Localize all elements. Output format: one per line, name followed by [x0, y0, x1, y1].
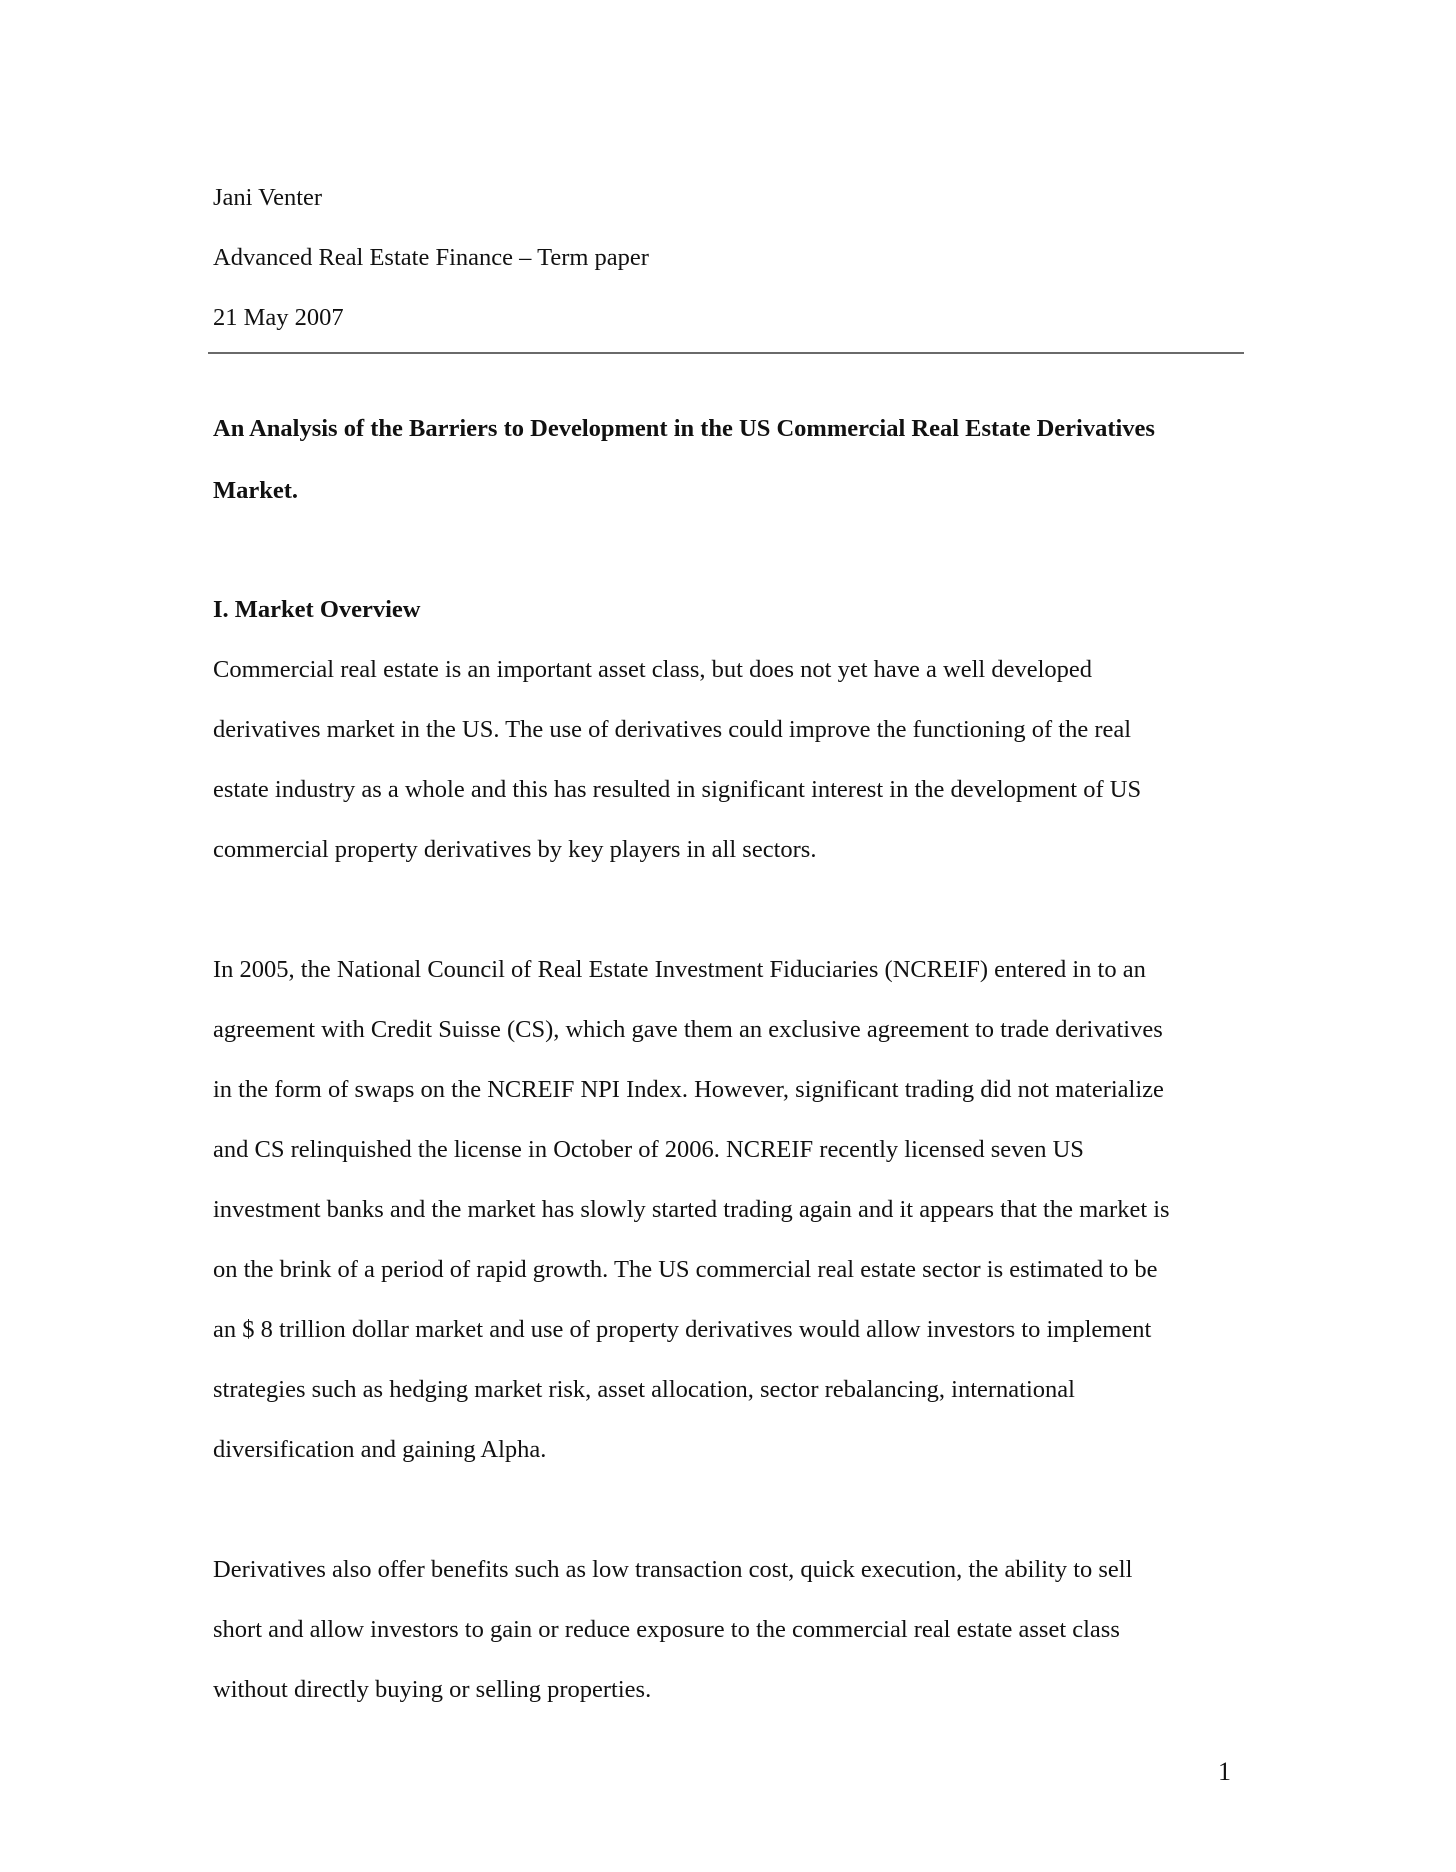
- paragraph-line: In 2005, the National Council of Real Estate Investment Fiduciaries (NCREIF) entered in to an: [213, 956, 1146, 983]
- paragraph-3: [213, 1540, 1243, 1720]
- section-market-overview: [213, 580, 1243, 1720]
- paragraph-2: [213, 940, 1243, 1480]
- paragraph-1: [213, 640, 1243, 880]
- author-name: Jani Venter: [213, 184, 323, 211]
- paper-title: [213, 398, 1243, 522]
- paragraph-line: and CS relinquished the license in October of 2006. NCREIF recently licensed seven US: [213, 1136, 1084, 1163]
- header-divider: [208, 352, 1244, 354]
- paragraph-line: strategies such as hedging market risk, asset allocation, sector rebalancing, international: [213, 1376, 1075, 1403]
- paragraph-line: derivatives market in the US. The use of derivatives could improve the functioning of the real: [213, 716, 1132, 743]
- paragraph-line: without directly buying or selling properties.: [213, 1676, 652, 1703]
- section-heading: I. Market Overview: [213, 596, 421, 623]
- paragraph-line: Derivatives also offer benefits such as low transaction cost, quick execution, the ability to sell: [213, 1556, 1133, 1583]
- paragraph-line: in the form of swaps on the NCREIF NPI Index. However, significant trading did not materialize: [213, 1076, 1164, 1103]
- paragraph-spacer: [213, 880, 1243, 940]
- paragraph-spacer: [213, 1480, 1243, 1540]
- paragraph-line: Commercial real estate is an important asset class, but does not yet have a well developed: [213, 656, 1092, 683]
- paragraph-line: estate industry as a whole and this has resulted in significant interest in the development of US: [213, 776, 1142, 803]
- paragraph-line: an $ 8 trillion dollar market and use of property derivatives would allow investors to implement: [213, 1316, 1152, 1343]
- paragraph-line: commercial property derivatives by key players in all sectors.: [213, 836, 817, 863]
- paragraph-line: on the brink of a period of rapid growth. The US commercial real estate sector is estimated to be: [213, 1256, 1158, 1283]
- page-number: 1: [1218, 1757, 1231, 1786]
- course-title: Advanced Real Estate Finance – Term paper: [213, 244, 649, 271]
- paragraph-line: agreement with Credit Suisse (CS), which gave them an exclusive agreement to trade derivatives: [213, 1016, 1163, 1043]
- paragraph-line: short and allow investors to gain or reduce exposure to the commercial real estate asset class: [213, 1616, 1120, 1643]
- paper-date: 21 May 2007: [213, 304, 344, 331]
- header-block: [213, 168, 1243, 348]
- paragraph-line: investment banks and the market has slowly started trading again and it appears that the market is: [213, 1196, 1170, 1223]
- title-line-2: Market.: [213, 477, 299, 504]
- paragraph-line: diversification and gaining Alpha.: [213, 1436, 547, 1463]
- title-line-1: An Analysis of the Barriers to Development in the US Commercial Real Estate Derivatives: [213, 415, 1155, 442]
